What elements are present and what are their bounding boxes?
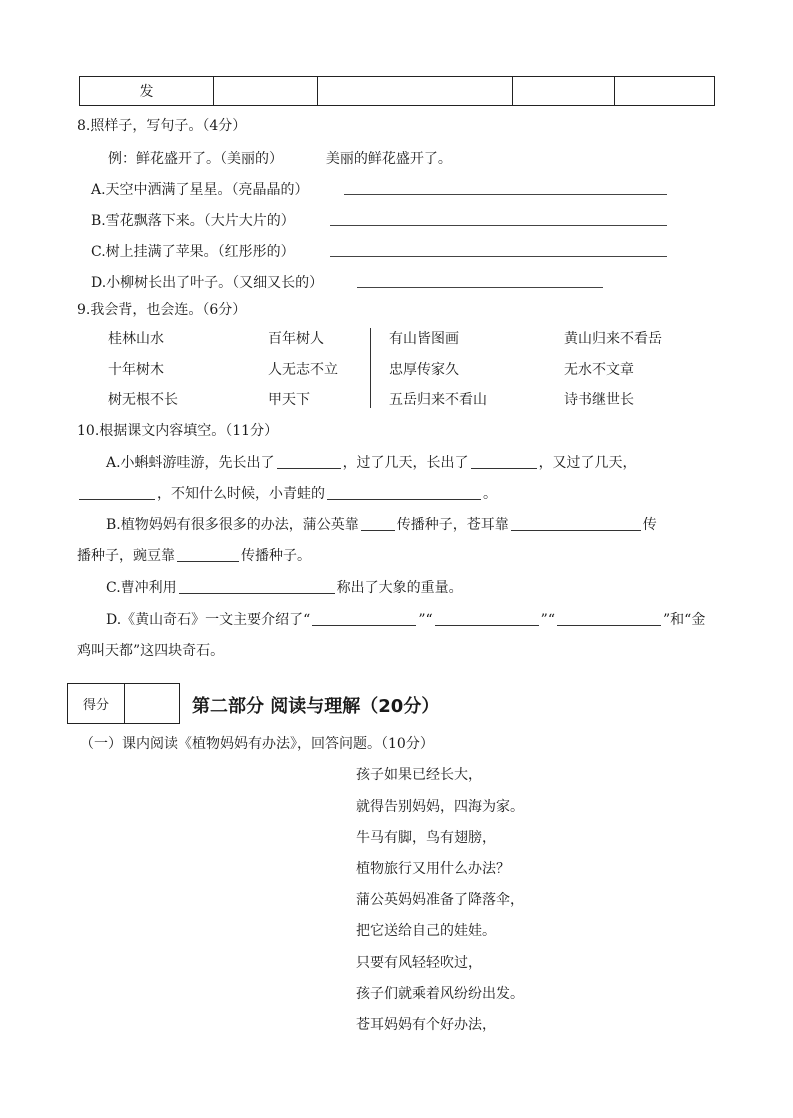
poem-line: 苍耳妈妈有个好办法， (356, 1017, 496, 1033)
q8-item-d: D.小柳树长出了叶子。（又细又长的） (91, 275, 324, 291)
table-cell[interactable] (214, 77, 318, 106)
text: 播种子，豌豆靠 (77, 548, 175, 564)
q9-phrase[interactable]: 树无根不长 (108, 392, 178, 408)
q10-c-line (106, 577, 463, 597)
text: A.小蝌蚪游哇游，先长出了 (106, 455, 275, 471)
text: 传播种子，苍耳靠 (396, 517, 509, 533)
text: ，又过了几天， (538, 455, 637, 471)
q8-example-label: 例：鲜花盛开了。（美丽的） (108, 151, 283, 167)
poem-line: 植物旅行又用什么办法？ (356, 861, 510, 877)
q10-d-line1 (106, 609, 705, 629)
text: ”“ (418, 612, 433, 628)
q9-phrase[interactable]: 无水不文章 (564, 362, 634, 378)
answer-line[interactable] (344, 194, 667, 195)
text: C.曹冲利用 (106, 580, 177, 596)
poem-line: 牛马有脚，鸟有翅膀， (356, 830, 496, 846)
text: B.植物妈妈有很多很多的办法，蒲公英靠 (106, 517, 359, 533)
poem-line: 就得告别妈妈，四海为家。 (356, 799, 524, 815)
q8-item-a: A.天空中洒满了星星。（亮晶晶的） (91, 182, 309, 198)
q10-a-line2 (77, 483, 497, 503)
text: D.《黄山奇石》一文主要介绍了“ (106, 612, 311, 628)
fill-blank[interactable] (557, 624, 661, 626)
q8-example-answer: 美丽的鲜花盛开了。 (325, 151, 452, 167)
q9-phrase[interactable]: 人无志不立 (268, 362, 338, 378)
q8-item-b: B.雪花飘落下来。（大片大片的） (91, 213, 295, 229)
table-cell[interactable] (615, 77, 715, 106)
text: ”“ (540, 612, 555, 628)
text: ，过了几天，长出了 (342, 455, 469, 471)
text: ，不知什么时候，小青蛙的 (157, 486, 325, 502)
q10-d-line2: 鸡叫天都”这四块奇石。 (77, 643, 225, 659)
answer-table (79, 76, 715, 106)
q9-phrase[interactable]: 诗书继世长 (564, 392, 634, 408)
fill-blank[interactable] (435, 624, 539, 626)
reading-instruction: （一）课内阅读《植物妈妈有办法》，回答问题。（10分） (80, 736, 434, 752)
text: 传 (642, 517, 657, 533)
fill-blank[interactable] (471, 467, 537, 469)
answer-line[interactable] (330, 256, 667, 257)
q9-phrase[interactable]: 黄山归来不看岳 (564, 331, 662, 347)
text: 传播种子。 (241, 548, 311, 564)
table-cell[interactable] (318, 77, 513, 106)
q10-a-line1 (106, 452, 637, 472)
q9-phrase[interactable]: 有山皆图画 (389, 331, 459, 347)
q9-phrase[interactable]: 忠厚传家久 (389, 362, 459, 378)
q9-phrase[interactable]: 桂林山水 (108, 331, 164, 347)
table-cell[interactable] (513, 77, 615, 106)
poem-line: 只要有风轻轻吹过， (356, 955, 482, 971)
divider-line (370, 328, 371, 408)
q8-title: 8.照样子，写句子。（4分） (77, 118, 247, 134)
text: 。 (483, 486, 497, 502)
q10-title: 10.根据课文内容填空。（11分） (77, 423, 279, 439)
score-input[interactable] (125, 684, 179, 723)
fill-blank[interactable] (79, 498, 155, 500)
fill-blank[interactable] (511, 529, 641, 531)
q9-title: 9.我会背，也会连。（6分） (77, 302, 247, 318)
text: ”和“金 (663, 612, 706, 628)
text: 称出了大象的重量。 (336, 580, 463, 596)
q8-item-c: C.树上挂满了苹果。（红彤彤的） (91, 244, 295, 260)
poem-line: 孩子如果已经长大， (356, 767, 482, 783)
q10-b-line2 (77, 545, 311, 565)
fill-blank[interactable] (361, 529, 395, 531)
answer-line[interactable] (357, 287, 603, 288)
score-box (67, 683, 180, 724)
fill-blank[interactable] (327, 498, 481, 500)
fill-blank[interactable] (277, 467, 341, 469)
q9-phrase[interactable]: 甲天下 (268, 392, 310, 408)
poem-line: 蒲公英妈妈准备了降落伞， (356, 892, 524, 908)
fill-blank[interactable] (312, 624, 416, 626)
part2-title: 第二部分 阅读与理解（20分） (192, 696, 440, 717)
table-cell: 发 (80, 77, 214, 106)
poem-line: 孩子们就乘着风纷纷出发。 (356, 986, 524, 1002)
q8-example (108, 148, 452, 168)
score-label: 得分 (68, 684, 125, 723)
q9-phrase[interactable]: 十年树木 (108, 362, 164, 378)
fill-blank[interactable] (179, 592, 335, 594)
q10-b-line1 (106, 514, 657, 534)
poem-line: 把它送给自己的娃娃。 (356, 923, 496, 939)
q9-phrase[interactable]: 五岳归来不看山 (389, 392, 487, 408)
answer-line[interactable] (330, 225, 667, 226)
fill-blank[interactable] (177, 560, 239, 562)
q9-phrase[interactable]: 百年树人 (268, 331, 324, 347)
